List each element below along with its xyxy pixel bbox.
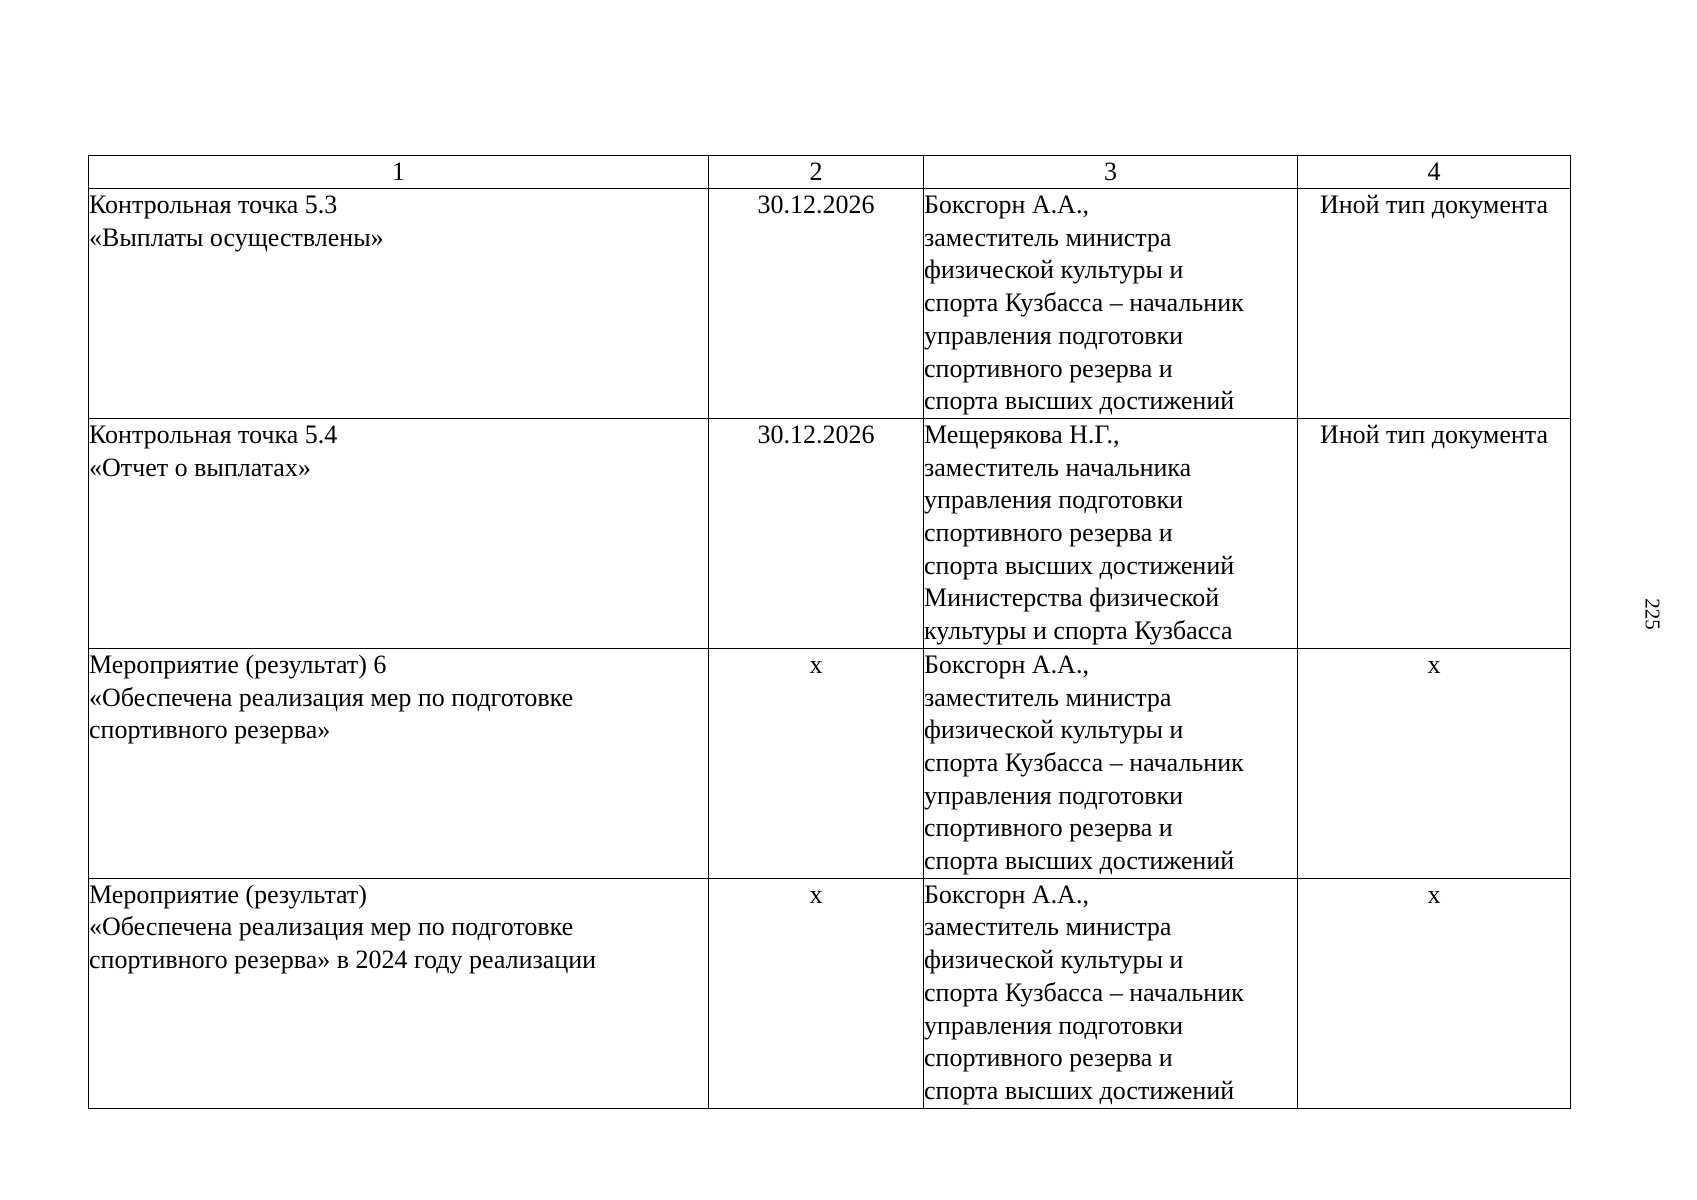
column-header-4: 4	[1298, 156, 1571, 189]
responsible-line: управления подготовки	[924, 485, 1184, 515]
responsible-line: спортивного резерва и	[924, 813, 1173, 843]
activity-name-line: спортивного резерва» в 2024 году реализации	[89, 945, 597, 975]
responsible-line: Боксгорн А.А.,	[924, 649, 1089, 679]
responsible-line: управления подготовки	[924, 320, 1184, 350]
table-row	[89, 878, 1571, 1108]
responsible-line: спорта высших достижений	[924, 1075, 1235, 1105]
activity-name-line: «Выплаты осуществлены»	[89, 222, 384, 252]
responsible-line: заместитель министра	[924, 912, 1172, 942]
responsible-line: культуры и спорта Кузбасса	[924, 616, 1233, 646]
responsible-line: Боксгорн А.А.,	[924, 190, 1089, 219]
table-header-row	[89, 156, 1571, 189]
activity-name-cell	[89, 418, 709, 648]
responsible-line: заместитель министра	[924, 682, 1172, 712]
activity-name-line: Мероприятие (результат) 6	[89, 649, 387, 679]
responsible-line: спорта Кузбасса – начальник	[924, 288, 1244, 318]
column-header-2: 2	[709, 156, 924, 189]
responsible-line: спорта Кузбасса – начальник	[924, 747, 1244, 777]
activity-name-line: спортивного резерва»	[89, 715, 331, 745]
activity-name-line: Контрольная точка 5.4	[89, 419, 338, 449]
activity-name-line: «Обеспечена реализация мер по подготовке	[89, 682, 574, 712]
plan-table	[88, 155, 1571, 1109]
responsible-line: Министерства физической	[924, 583, 1220, 613]
activity-name-line: «Обеспечена реализация мер по подготовке	[89, 912, 574, 942]
activity-name-cell	[89, 189, 709, 419]
responsible-line: управления подготовки	[924, 780, 1184, 810]
table-row	[89, 418, 1571, 648]
responsible-line: заместитель министра	[924, 222, 1172, 252]
responsible-line: управления подготовки	[924, 1010, 1184, 1040]
deadline-cell: x	[709, 878, 924, 1108]
activity-name-line: Мероприятие (результат)	[89, 879, 367, 909]
table-row	[89, 648, 1571, 878]
page-number: 225	[1640, 598, 1665, 630]
responsible-line: спортивного резерва и	[924, 353, 1173, 383]
document-type-cell: x	[1298, 648, 1571, 878]
column-header-3: 3	[924, 156, 1298, 189]
responsible-line: Боксгорн А.А.,	[924, 879, 1089, 909]
document-type-cell: x	[1298, 878, 1571, 1108]
responsible-line: заместитель начальника	[924, 452, 1192, 482]
responsible-line: спорта высших достижений	[924, 550, 1235, 580]
responsible-cell	[924, 648, 1298, 878]
responsible-line: Мещерякова Н.Г.,	[924, 419, 1120, 449]
activity-name-cell	[89, 878, 709, 1108]
column-header-1: 1	[89, 156, 709, 189]
responsible-line: спорта высших достижений	[924, 386, 1235, 416]
responsible-cell	[924, 878, 1298, 1108]
responsible-line: спортивного резерва и	[924, 518, 1173, 548]
deadline-cell: x	[709, 648, 924, 878]
document-type-cell: Иной тип документа	[1298, 418, 1571, 648]
activity-name-line: «Отчет о выплатах»	[89, 452, 311, 482]
responsible-line: спорта Кузбасса – начальник	[924, 977, 1244, 1007]
responsible-cell	[924, 418, 1298, 648]
activity-name-line: Контрольная точка 5.3	[89, 190, 338, 219]
responsible-line: физической культуры и	[924, 255, 1184, 285]
responsible-line: спорта высших достижений	[924, 846, 1235, 876]
table-row	[89, 189, 1571, 419]
deadline-cell: 30.12.2026	[709, 189, 924, 419]
responsible-line: физической культуры и	[924, 715, 1184, 745]
deadline-cell: 30.12.2026	[709, 418, 924, 648]
responsible-cell	[924, 189, 1298, 419]
responsible-line: физической культуры и	[924, 945, 1184, 975]
activity-name-cell	[89, 648, 709, 878]
responsible-line: спортивного резерва и	[924, 1043, 1173, 1073]
document-type-cell: Иной тип документа	[1298, 189, 1571, 419]
